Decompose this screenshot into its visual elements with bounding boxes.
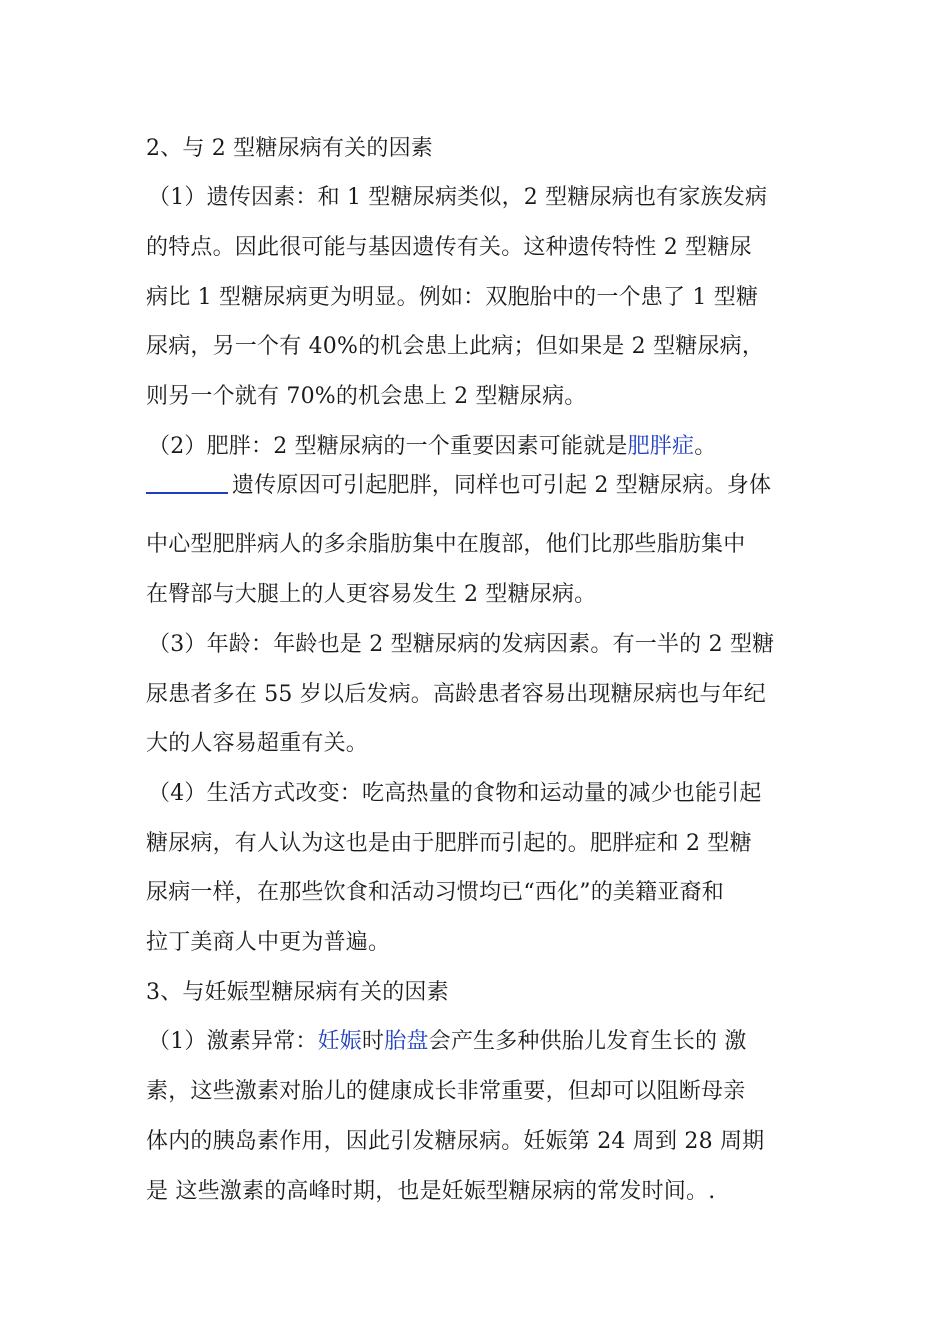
- paragraph-line: [146, 470, 771, 501]
- paragraph-line: 体内的胰岛素作用，因此引发糖尿病。妊娠第 24 周到 28 周期: [146, 1129, 765, 1154]
- paragraph-text: （1）激素异常：: [148, 1029, 318, 1054]
- paragraph-text: 会产生多种供胎儿发育生长的 激: [428, 1029, 747, 1054]
- paragraph-line: 中心型肥胖病人的多余脂肪集中在腹部，他们比那些脂肪集中: [146, 532, 746, 557]
- paragraph-line: 尿病一样，在那些饮食和活动习惯均已“西化”的美籍亚裔和: [146, 880, 724, 905]
- paragraph-text: 遗传原因可引起肥胖，同样也可引起 2 型糖尿病。身体: [232, 473, 772, 498]
- paragraph-line: （1）遗传因素：和 1 型糖尿病类似，2 型糖尿病也有家族发病: [148, 185, 768, 210]
- paragraph-line: 病比 1 型糖尿病更为明显。例如：双胞胎中的一个患了 1 型糖: [146, 285, 759, 310]
- paragraph-line: （3）年龄：年龄也是 2 型糖尿病的发病因素。有一半的 2 型糖: [148, 632, 775, 657]
- paragraph-line: [148, 1027, 747, 1057]
- paragraph-text: （2）肥胖：2 型糖尿病的一个重要因素可能就是: [148, 434, 628, 459]
- underline-blank: [146, 470, 228, 494]
- paragraph-line: 大的人容易超重有关。: [146, 731, 369, 756]
- paragraph-line: 素，这些激素对胎儿的健康成长非常重要，但却可以阻断母亲: [146, 1079, 746, 1104]
- placenta-link[interactable]: 胎盘: [384, 1029, 429, 1054]
- paragraph-text: 。: [694, 434, 717, 459]
- paragraph-line: 是 这些激素的高峰时期，也是妊娠型糖尿病的常发时间。.: [146, 1179, 716, 1204]
- paragraph-line: 拉丁美商人中更为普遍。: [146, 930, 391, 955]
- paragraph-line: 的特点。因此很可能与基因遗传有关。这种遗传特性 2 型糖尿: [146, 235, 752, 260]
- paragraph-line: 糖尿病，有人认为这也是由于肥胖而引起的。肥胖症和 2 型糖: [146, 831, 752, 856]
- section-heading-3: 3、与妊娠型糖尿病有关的因素: [146, 980, 449, 1005]
- paragraph-line: 在臀部与大腿上的人更容易发生 2 型糖尿病。: [146, 582, 597, 607]
- obesity-link[interactable]: 肥胖症: [627, 434, 695, 459]
- paragraph-text: 时: [362, 1029, 385, 1054]
- paragraph-line: 尿患者多在 55 岁以后发病。高龄患者容易出现糖尿病也与年纪: [146, 682, 766, 707]
- paragraph-line: 则另一个就有 70%的机会患上 2 型糖尿病。: [146, 384, 587, 409]
- paragraph-line: [148, 432, 716, 462]
- pregnancy-link[interactable]: 妊娠: [317, 1029, 363, 1054]
- section-heading-2: 2、与 2 型糖尿病有关的因素: [146, 136, 433, 161]
- paragraph-line: 尿病，另一个有 40%的机会患上此病；但如果是 2 型糖尿病，: [146, 334, 765, 359]
- paragraph-line: （4）生活方式改变：吃高热量的食物和运动量的减少也能引起: [148, 781, 762, 806]
